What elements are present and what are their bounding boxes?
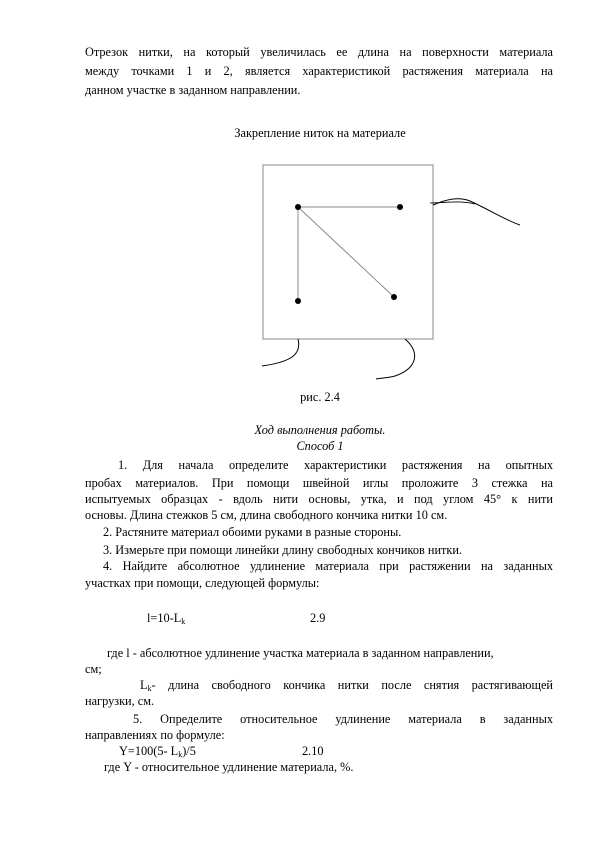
lk-main: L: [140, 678, 148, 692]
fabric-square: [263, 165, 433, 339]
step-1-line-2: пробах материалов. При помощи швейной иглы проложите 3 стежка на: [85, 476, 553, 490]
where-1-line-4: нагрузки, см.: [85, 694, 155, 708]
step-1-line-3: испытуемых образцах - вдоль нити основы, утка, и под углом 45° к нити: [85, 492, 553, 506]
point-right: [397, 204, 403, 210]
step-1-line-1: 1. Для начала определите характеристики растяжения на опытных: [118, 458, 553, 472]
formula-2-number: 2.10: [302, 744, 324, 758]
step-1-line-4: основы. Длина стежков 5 см, длина свободного кончика нитки 10 см.: [85, 508, 448, 522]
step-5-line-2: направлениях по формуле:: [85, 728, 225, 742]
formula-absolute-elongation: [147, 609, 185, 631]
point-corner: [295, 204, 301, 210]
where-1-line-1: где l - абсолютное удлинение участка материала в заданном направлении,: [107, 646, 494, 660]
lk-description: - длина свободного кончика нитки после снятия растягивающей: [151, 678, 553, 692]
figure-title: Закрепление ниток на материале: [234, 126, 406, 140]
point-bottom: [295, 298, 301, 304]
formula-1-number: 2.9: [310, 611, 326, 625]
where-1-line-2: см;: [85, 662, 102, 676]
section-title: Ход выполнения работы.: [254, 423, 386, 437]
where-1-lk-line: [140, 676, 553, 698]
free-thread-end-diagonal: [376, 339, 415, 379]
point-diagonal: [391, 294, 397, 300]
formula-1-subscript: k: [181, 617, 186, 626]
intro-line-3: данном участке в заданном направлении.: [85, 83, 301, 97]
free-thread-end-bottom: [262, 339, 299, 366]
intro-line-1: Отрезок нитки, на который увеличилась ее длина на поверхности материала: [85, 45, 553, 59]
step-5-line-1: 5. Определите относительное удлинение материала в заданных: [133, 712, 553, 726]
intro-line-2: между точками 1 и 2, является характеристикой растяжения материала на: [85, 64, 553, 78]
formula-1-main: l=10-L: [147, 611, 182, 625]
stitch-diagonal: [298, 207, 394, 297]
step-4-line-2: участках при помощи, следующей формулы:: [85, 576, 320, 590]
formula-2-main-2: )/5: [182, 744, 196, 758]
figure-caption: рис. 2.4: [300, 390, 340, 404]
step-2: 2. Растяните материал обоими руками в разные стороны.: [103, 525, 402, 539]
section-subtitle: Способ 1: [296, 439, 344, 453]
formula-2-main-1: Y=100(5- L: [119, 744, 179, 758]
lk-subscript: k: [147, 684, 152, 693]
formula-2-subscript: k: [178, 750, 183, 759]
step-4-line-1: 4. Найдите абсолютное удлинение материала при растяжении на заданных: [103, 559, 553, 573]
step-3: 3. Измерьте при помощи линейки длину свободных кончиков нитки.: [103, 543, 463, 557]
where-2-line: где Y - относительное удлинение материала, %.: [104, 760, 354, 774]
